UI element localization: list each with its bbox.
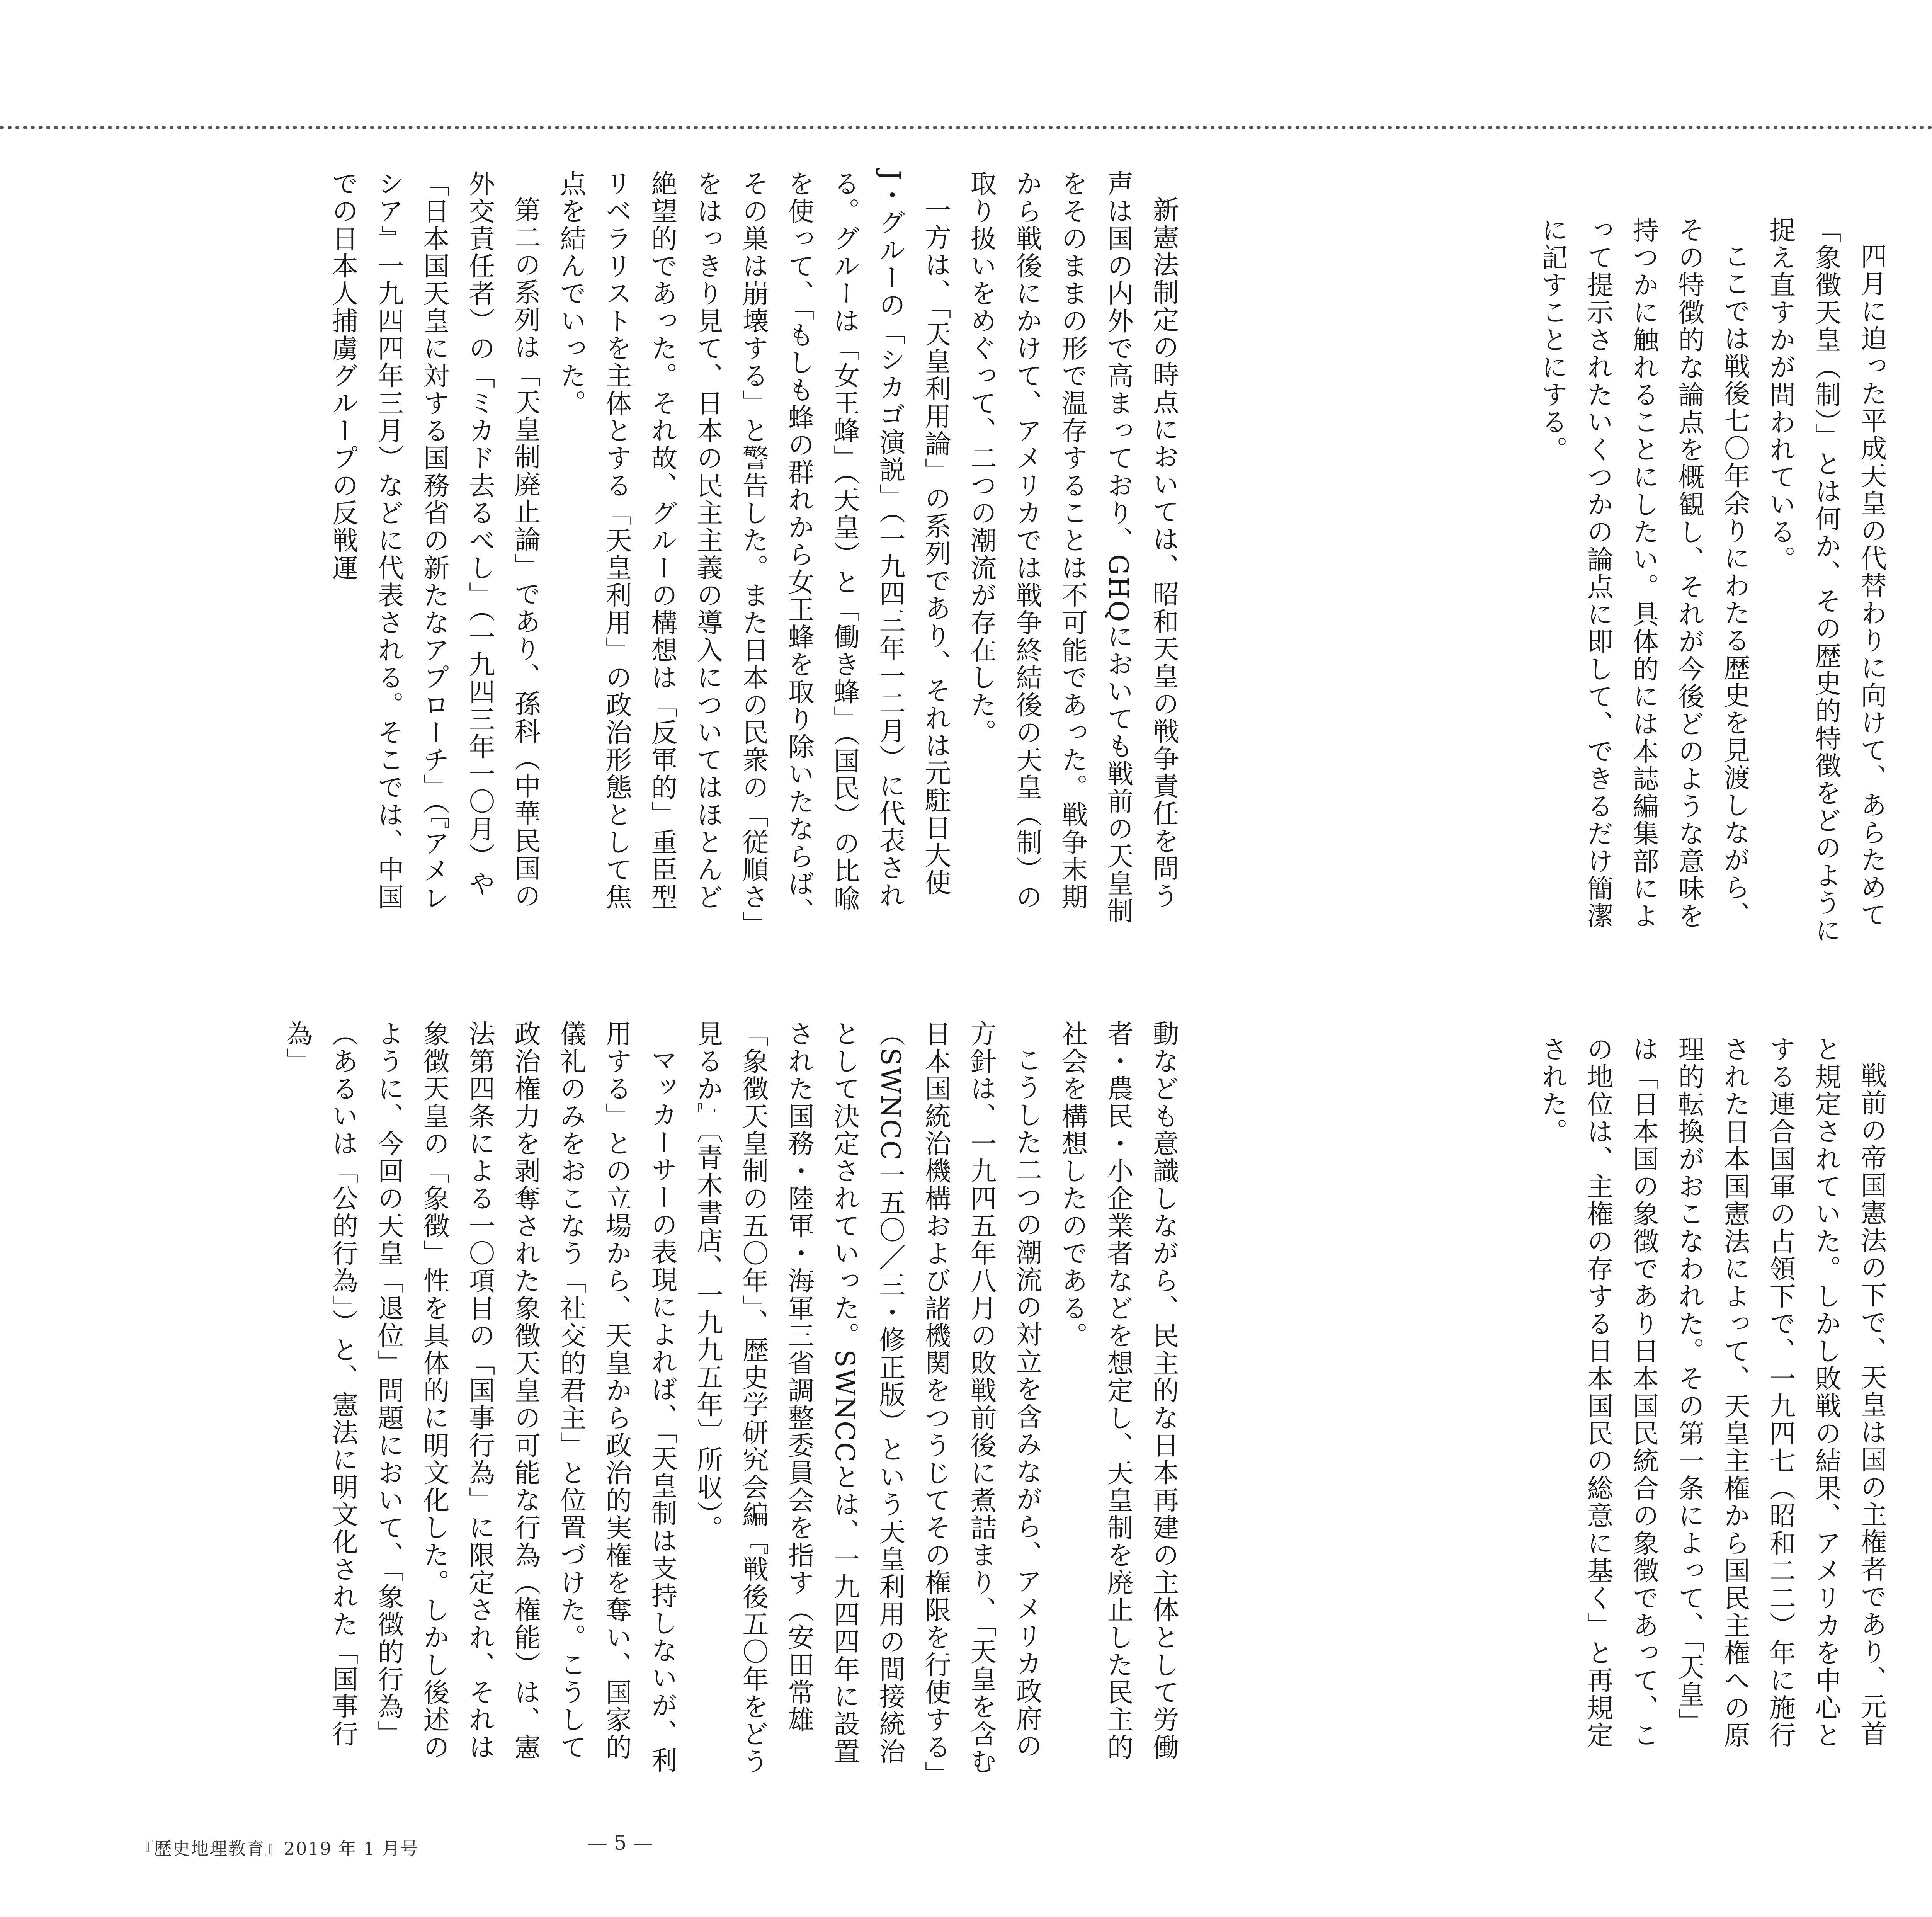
paragraph: 戦前の帝国憲法の下で、天皇は国の主権者であり、元首と規定されていた。しかし敗戦の結果、アメリカを中心とする連合国軍の占領下で、一九四七（昭和二二）年に施行された日本国憲法によって、天皇主権から国民主権への原理的転換がおこなわれた。その第一条によって、「天皇」は「日本国の象徴であり日本国民統合の象徴であって、この地位は、主権の存する日本国民の総意に基く」と再規定された。 [1537, 1036, 1887, 1749]
intro-body [1485, 216, 1894, 951]
paragraph: こうした二つの潮流の対立を含みながら、アメリカ政府の方針は、一九四五年八月の敗戦前後に煮詰まり、「天皇を含む日本国統治機構および諸機関をつうじてその権限を行使する」（SWNCC一五〇／三・修正版）という天皇利用の間接統治として決定されていった。SWNCCとは、一九四四年に設置された国務・陸軍・海軍三省調整委員会を指す（安田常雄「象徴天皇制の五〇年」、歴史学研究会編『戦後五〇年をどう見るか』〔青木書店、一九九五年〕所収）。 [692, 1020, 1042, 1775]
paragraph: ここでは戦後七〇年余りにわたる歴史を見渡しながら、その特徴的な論点を概観し、それが今後どのような意味を持つかに触れることにしたい。具体的には本誌編集部によって提示されたいくつかの論点に即して、できるだけ簡潔に記すことにする。 [1537, 216, 1750, 930]
section1-body [1485, 1036, 1894, 1762]
paragraph: 第二の系列は「天皇制廃止論」であり、孫科（中華民国の外交責任者）の「ミカド去るべし」（一九四三年一〇月）や「日本国天皇に対する国務省の新たなアプローチ」（『アメレシア』一九四四年三月）などに代表される。そこでは、中国での日本人捕虜グループの反戦運 [328, 170, 541, 912]
top-dotted-rule [0, 126, 1932, 129]
journal-name: 『歴史地理教育』2019 年 1 月号 [135, 1838, 419, 1859]
paragraph: 動なども意識しながら、民主的な日本再建の主体として労働者・農民・小企業者などを想定し、天皇制を廃止した民主的社会を構想したのである。 [1057, 1020, 1179, 1761]
page-number-left: — 5 — [587, 1832, 653, 1855]
paragraph: 一方は、「天皇利用論」の系列であり、それは元駐日大使J・グルーの「シカゴ演説」（一九四三年一二月）に代表される。グルーは「女王蜂」（天皇）と「働き蜂」（国民）の比喩を使って、「もしも蜂の群れから女王蜂を取り除いたならば、その巣は崩壊する」と警告した。また日本の民衆の「従順さ」をはっきり見て、日本の民主主義の導入についてはほとんど絶望的であった。それ故、グルーの構想は「反軍的」重臣型リベラリストを主体とする「天皇利用」の政治形態として焦点を結んでいった。 [556, 170, 951, 925]
paragraph: 四月に迫った平成天皇の代替わりに向けて、あらためて「象徴天皇（制）」とは何か、その歴史的特徴をどのように捉え直すかが問われている。 [1765, 216, 1887, 944]
left-lower-body [135, 1020, 1186, 1778]
left-upper-body [135, 170, 1186, 927]
paragraph: マッカーサーの表現によれば、「天皇制は支持しないが、利用する」との立場から、天皇から政治的実権を奪い、国家的儀礼のみをおこなう「社交的君主」と位置づけた。こうして政治権力を剥奪された象徴天皇の可能な行為（権能）は、憲法第四条による一〇項目の「国事行為」に限定され、それは象徴天皇の「象徴」性を具体的に明文化した。しかし後述のように、今回の天皇「退位」問題において、「象徴的行為」（あるいは「公的行為」）と、憲法に明文化された「国事行為」 [282, 1020, 677, 1774]
paragraph: 新憲法制定の時点においては、昭和天皇の戦争責任を問う声は国の内外で高まっており、GHQにおいても戦前の天皇制をそのままの形で温存することは不可能であった。戦争末期から戦後にかけて、アメリカでは戦争終結後の天皇（制）の取り扱いをめぐって、二つの潮流が存在した。 [966, 170, 1179, 925]
